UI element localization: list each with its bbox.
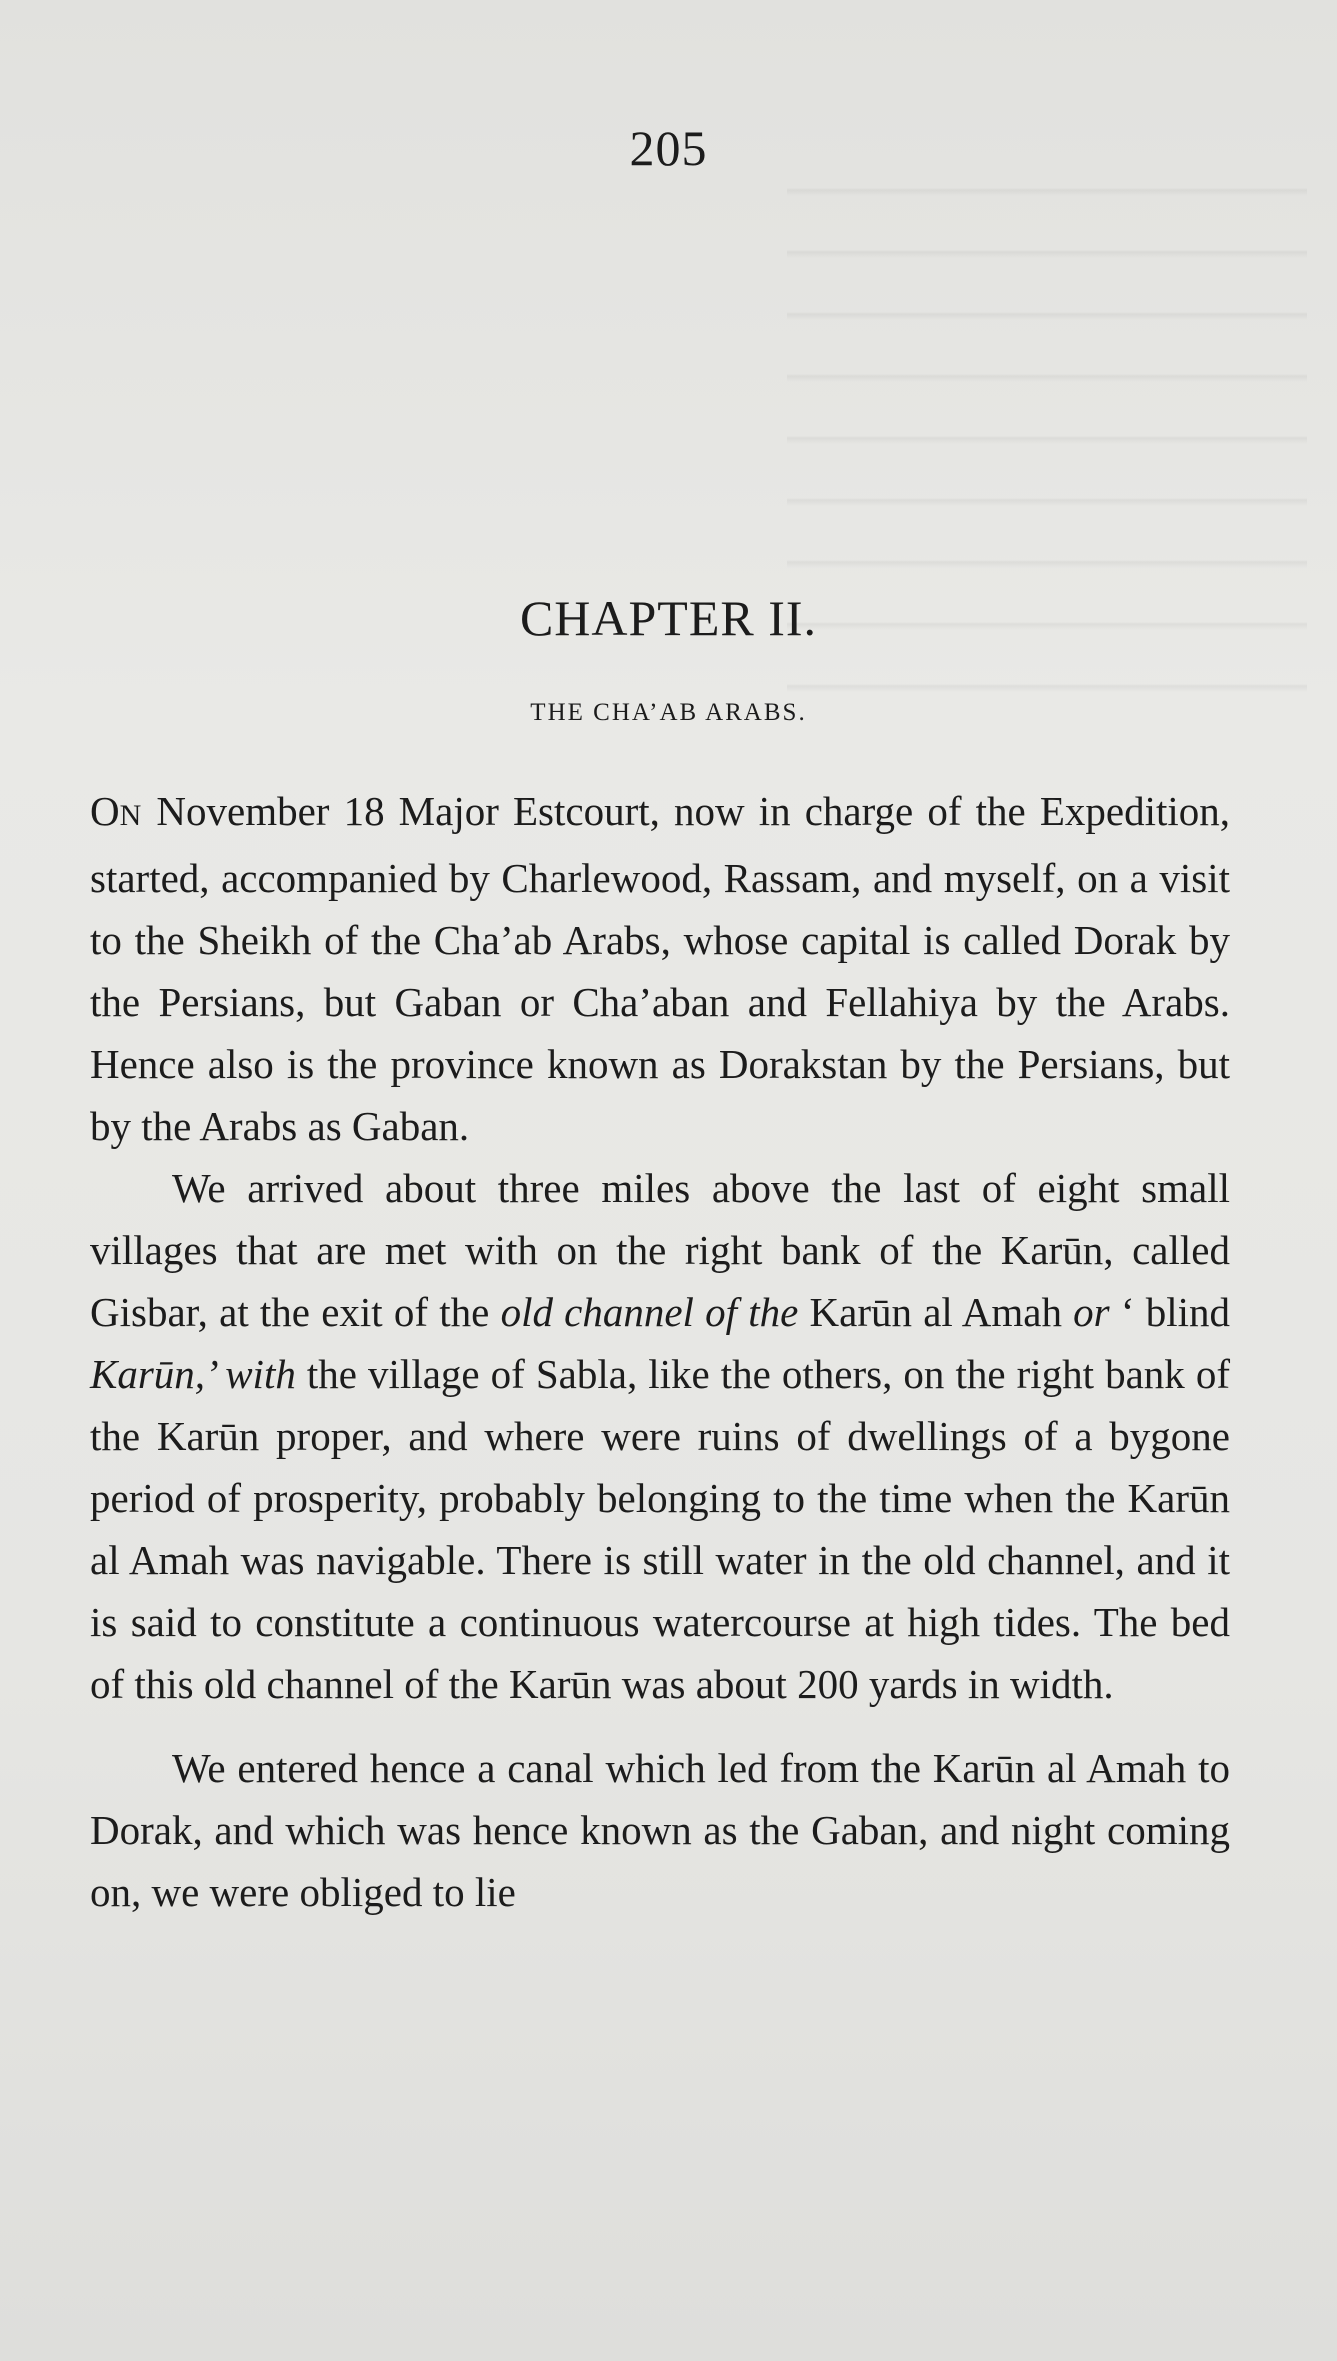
paragraph-1 [90, 780, 1230, 1157]
chapter-subtitle: THE CHA’AB ARABS. [530, 699, 807, 726]
paragraph-2-italic-1: old channel of the [500, 1289, 799, 1335]
paragraph-1-text: November 18 Major Estcourt, now in charge of the Expedition, started, accompanied by Charlewood, Rassam, and myself, on a visit to the Sheikh of the Cha’ab Arabs, whose capital is called Dorak by the Persians, but Gaban or Cha’aban and Fellahiya by the Arabs. Hence also is the province known as Dorakstan by the Persians, but by the Arabs as Gaban. [90, 788, 1230, 1149]
bleed-through-texture [787, 140, 1307, 740]
opening-word [90, 788, 142, 834]
paragraph-2-text-mid-1: Karūn al Amah [798, 1289, 1074, 1335]
paragraph-3 [90, 1737, 1230, 1923]
page-number: 205 [629, 120, 708, 176]
paragraph-2-text-before: We arrived about three miles above the last of eight small villages that are met with on the right bank of the Karūn, called Gisbar, at the exit of the [90, 1165, 1230, 1335]
lead-capital: O [90, 788, 120, 834]
paragraph-2-text-mid-2: ‘ blind [1109, 1289, 1230, 1335]
body-text [90, 780, 1230, 1923]
lead-small-caps: N [119, 799, 143, 832]
paragraph-2-italic-2: or [1073, 1289, 1110, 1335]
chapter-title: CHAPTER II. [519, 590, 818, 646]
paragraph-3-text: We entered hence a canal which led from the Karūn al Amah to Dorak, and which was hence known as the Gaban, and night coming on, we were obliged to lie [90, 1745, 1230, 1915]
paragraph-2 [90, 1157, 1230, 1715]
paragraph-2-text-after: the village of Sabla, like the others, on the right bank of the Karūn proper, and where were ruins of dwellings of a bygone period of prosperity, probably belonging to the time when the Karūn al Amah was navigable. There is still water in the old channel, and it is said to constitute a continuous watercourse at high tides. The bed of this old channel of the Karūn was about 200 yards in width. [90, 1351, 1230, 1707]
paragraph-2-italic-3: Karūn,’ with [90, 1351, 296, 1397]
